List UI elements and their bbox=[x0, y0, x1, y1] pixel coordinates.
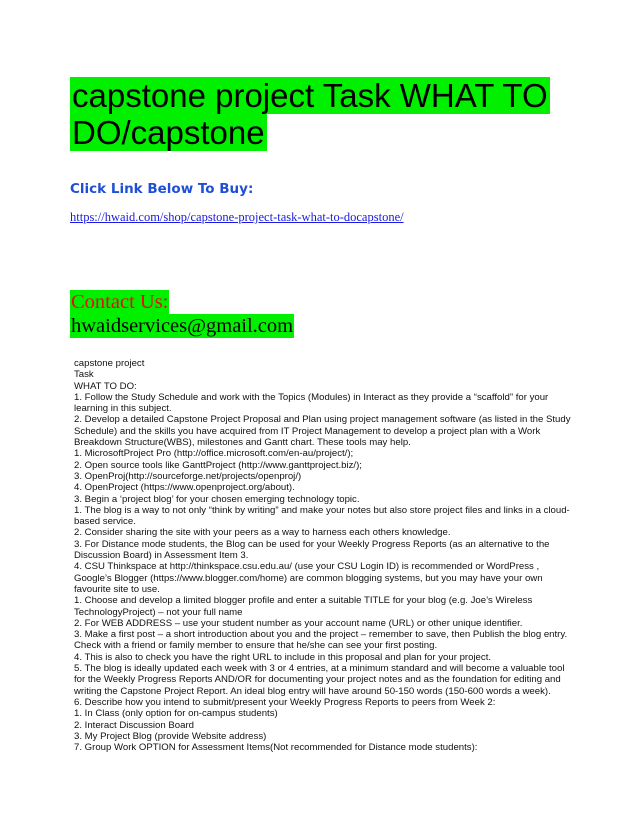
body-line: 3. My Project Blog (provide Website address) bbox=[74, 730, 267, 742]
body-line: 6. Describe how you intend to submit/present your Weekly Progress Reports to peers from Week 2: bbox=[74, 696, 496, 708]
body-line: writing the Capstone Project Report. An ideal blog entry will have around 50-150 words (150-600 words a week). bbox=[74, 685, 551, 697]
body-line: TechnologyProject) – not your full name bbox=[74, 606, 243, 618]
body-line: 3. OpenProj(http://sourceforge.net/projects/openproj/) bbox=[74, 470, 302, 482]
body-line: 3. Begin a ‘project blog’ for your chosen emerging technology topic. bbox=[74, 493, 360, 505]
task-description bbox=[74, 358, 590, 753]
title-line-1: capstone project Task WHAT TO bbox=[72, 77, 548, 114]
contact-email: hwaidservices@gmail.com bbox=[71, 315, 294, 337]
body-line: 2. Consider sharing the site with your peers as a way to harness each others knowledge. bbox=[74, 527, 451, 539]
body-line: favourite site to use. bbox=[74, 583, 160, 595]
body-line: Schedule) and the skills you have acquired from IT Project Management to develop a project plan with a Work bbox=[74, 425, 541, 437]
body-line: 2. Develop a detailed Capstone Project Proposal and Plan using project management software (as listed in the Study bbox=[74, 414, 571, 426]
body-line: 2. Open source tools like GanttProject (http://www.ganttproject.biz/); bbox=[74, 459, 362, 471]
body-line: 1. Follow the Study Schedule and work with the Topics (Modules) in Interact as they provide a “scaffold” for your bbox=[74, 391, 549, 403]
body-line: 1. MicrosoftProject Pro (http://office.microsoft.com/en-au/project/); bbox=[74, 448, 354, 460]
body-line: Task bbox=[74, 369, 94, 381]
body-line: based service. bbox=[74, 516, 136, 528]
body-line: 4. CSU Thinkspace at http://thinkspace.csu.edu.au/ (use your CSU Login ID) is recommended or WordPress , bbox=[74, 561, 540, 573]
body-line: 2. Interact Discussion Board bbox=[74, 719, 194, 731]
body-line: Google’s Blogger (https://www.blogger.com/home) are common blogging systems, but you may have your own bbox=[74, 572, 543, 584]
body-line: 5. The blog is ideally updated each week with 3 or 4 entries, at a minimum standard and will become a valuable tool bbox=[74, 663, 565, 675]
body-line: 3. Make a first post – a short introduction about you and the project – remember to save, then Publish the blog entry. bbox=[74, 629, 568, 641]
body-line: 3. For Distance mode students, the Blog can be used for your Weekly Progress Reports (as an alternative to the bbox=[74, 538, 550, 550]
body-line: 1. The blog is a way to not only “think by writing” and make your notes but also store project files and links in a cloud- bbox=[74, 504, 570, 516]
buy-label: Click Link Below To Buy: bbox=[70, 181, 254, 197]
document-title bbox=[70, 77, 590, 151]
body-line: 1. In Class (only option for on-campus students) bbox=[74, 708, 278, 720]
body-line: for the Weekly Progress Reports AND/OR for documenting your project notes and as the foundation for editing and bbox=[74, 674, 561, 686]
body-line: learning in this subject. bbox=[74, 403, 172, 415]
title-line-2: DO/capstone bbox=[72, 114, 265, 151]
body-line: 4. OpenProject (https://www.openproject.org/about). bbox=[74, 482, 295, 494]
body-line: 2. For WEB ADDRESS – use your student number as your account name (URL) or other unique identifier. bbox=[74, 617, 523, 629]
body-line: Discussion Board) in Assessment Item 3. bbox=[74, 550, 249, 562]
body-line: Breakdown Structure(WBS), milestones and Gantt chart. These tools may help. bbox=[74, 437, 411, 449]
buy-link[interactable]: https://hwaid.com/shop/capstone-project-task-what-to-docapstone/ bbox=[70, 210, 404, 224]
body-line: 7. Group Work OPTION for Assessment Items(Not recommended for Distance mode students): bbox=[74, 742, 478, 754]
body-line: 4. This is also to check you have the right URL to include in this proposal and plan for your project. bbox=[74, 651, 492, 663]
body-line: 1. Choose and develop a limited blogger profile and enter a suitable TITLE for your blog (e.g. Joe’s Wireless bbox=[74, 595, 533, 607]
body-line: Check with a friend or family member to ensure that he/she can see your first posting. bbox=[74, 640, 438, 652]
contact-label: Contact Us: bbox=[71, 291, 169, 313]
body-line: capstone project bbox=[74, 358, 145, 369]
contact-block bbox=[70, 290, 294, 338]
body-line: WHAT TO DO: bbox=[74, 380, 137, 392]
